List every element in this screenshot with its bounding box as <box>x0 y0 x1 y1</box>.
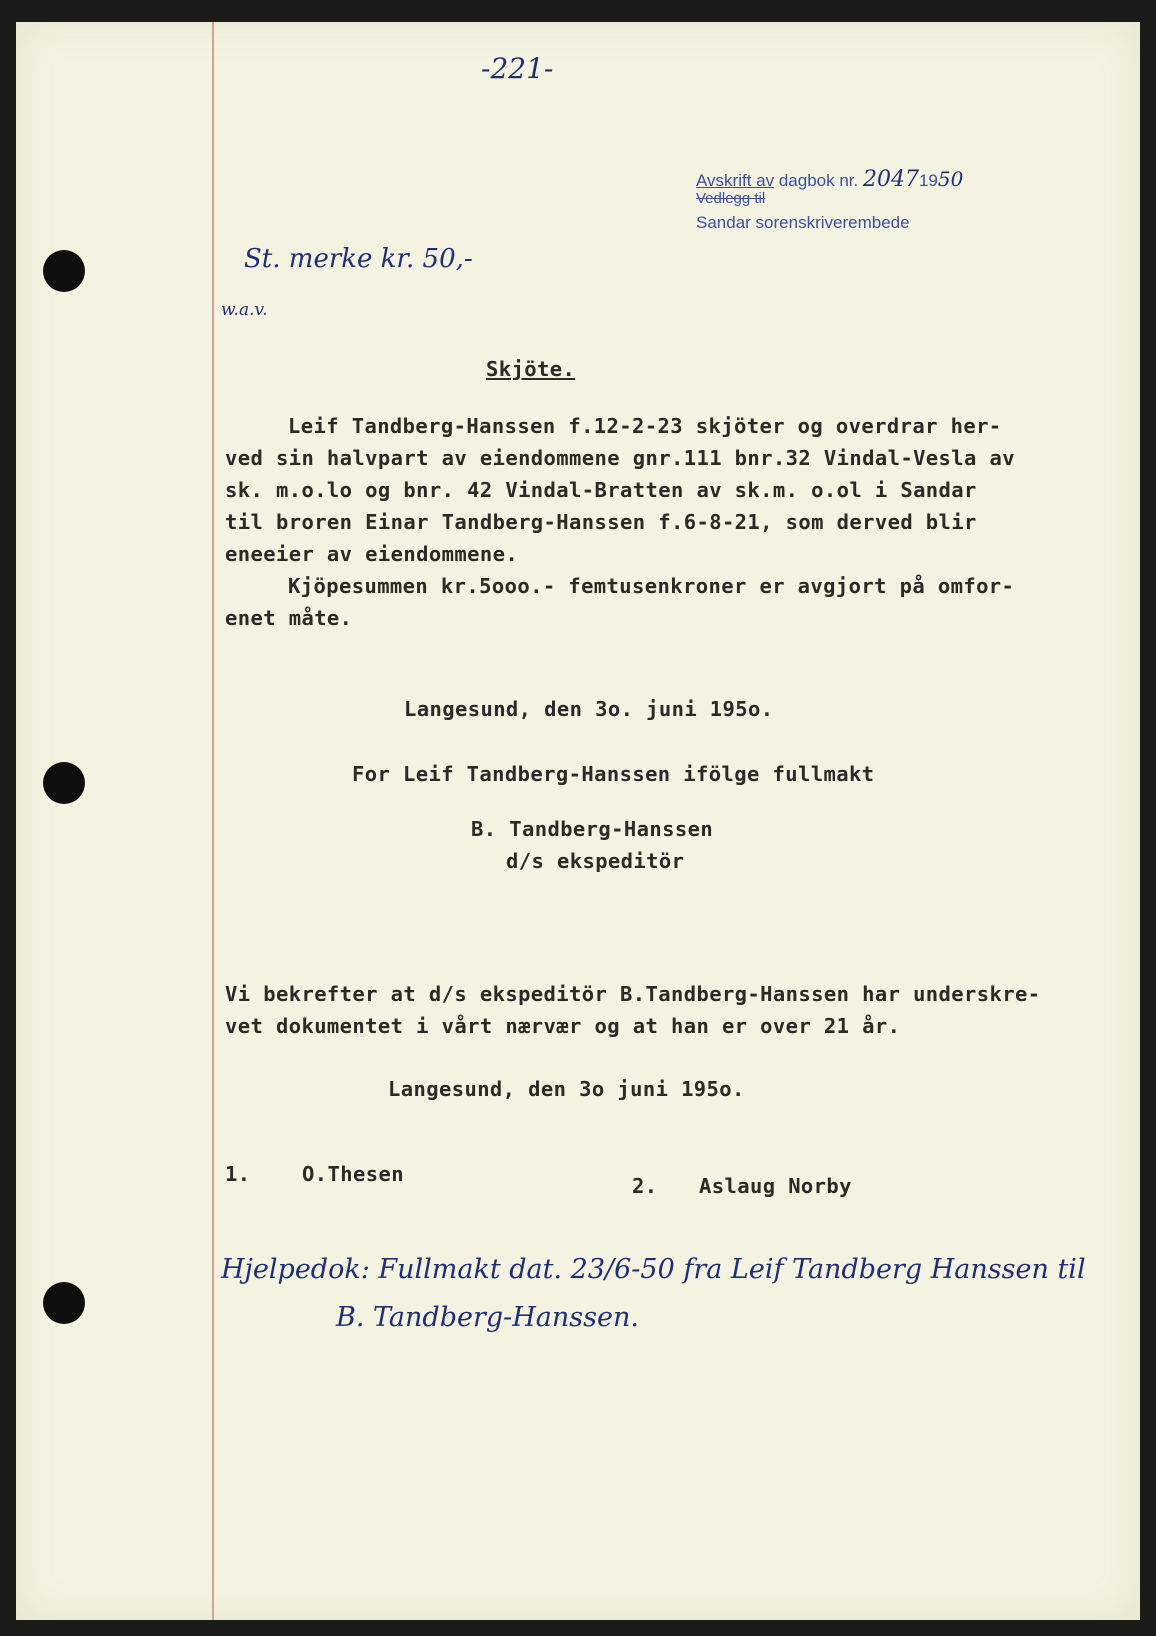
punch-hole-icon <box>43 1282 85 1324</box>
body-line: ved sin halvpart av eiendommene gnr.111 bnr.32 Vindal-Vesla av <box>225 446 1016 470</box>
body-line: sk. m.o.lo og bnr. 42 Vindal-Bratten av sk.m. o.ol i Sandar <box>225 478 977 502</box>
year-prefix: 19 <box>918 171 938 190</box>
annotation-line: B. Tandberg-Hanssen. <box>336 1302 639 1333</box>
body-line: til broren Einar Tandberg-Hanssen f.6-8-21, som derved blir <box>225 510 977 534</box>
stamp-line-3: Sandar sorenskriverembede <box>696 213 910 232</box>
punch-hole-icon <box>43 762 85 804</box>
dagbok-number: 2047 <box>862 167 919 192</box>
witness1-number: 1. <box>225 1162 251 1186</box>
stamp-line-1 <box>696 167 963 192</box>
annotation-line: Hjelpedok: Fullmakt dat. 23/6-50 fra Leif Tandberg Hanssen til <box>221 1254 1086 1285</box>
document-title: Skjöte. <box>486 357 576 381</box>
margin-line <box>212 22 214 1620</box>
stamp-dagbok-label: dagbok nr. <box>778 171 859 190</box>
body-line: eneeier av eiendommene. <box>225 542 519 566</box>
body-line: Kjöpesummen kr.5ooo.- femtusenkroner er avgjort på omfor- <box>288 574 1015 598</box>
stamp-avskrift: Avskrift av <box>696 171 775 190</box>
witness2-number: 2. <box>632 1174 658 1198</box>
witness-line: vet dokumentet i vårt nærvær og at han er over 21 år. <box>225 1014 901 1038</box>
handwritten-initials: w.a.v. <box>221 300 268 320</box>
stamp-line-2: Vedlegg til <box>696 190 766 207</box>
signer-title: d/s ekspeditör <box>506 849 685 873</box>
body-line: enet måte. <box>225 606 353 630</box>
place-date: Langesund, den 3o juni 195o. <box>388 1077 745 1101</box>
for-line: For Leif Tandberg-Hanssen ifölge fullmakt <box>352 762 875 786</box>
witness2-name: Aslaug Norby <box>699 1174 852 1198</box>
place-date: Langesund, den 3o. juni 195o. <box>404 697 774 721</box>
witness1-name: O.Thesen <box>302 1162 404 1186</box>
witness-line: Vi bekrefter at d/s ekspeditör B.Tandberg-Hanssen har underskre- <box>225 982 1041 1006</box>
punch-hole-icon <box>43 250 85 292</box>
document-page <box>16 22 1140 1620</box>
body-line: Leif Tandberg-Hanssen f.12-2-23 skjöter og overdrar her- <box>288 414 1002 438</box>
page-number: -221- <box>481 52 554 85</box>
signer-name: B. Tandberg-Hanssen <box>471 817 714 841</box>
handwritten-fee: St. merke kr. 50,- <box>244 244 473 274</box>
year-suffix: 50 <box>937 167 964 191</box>
